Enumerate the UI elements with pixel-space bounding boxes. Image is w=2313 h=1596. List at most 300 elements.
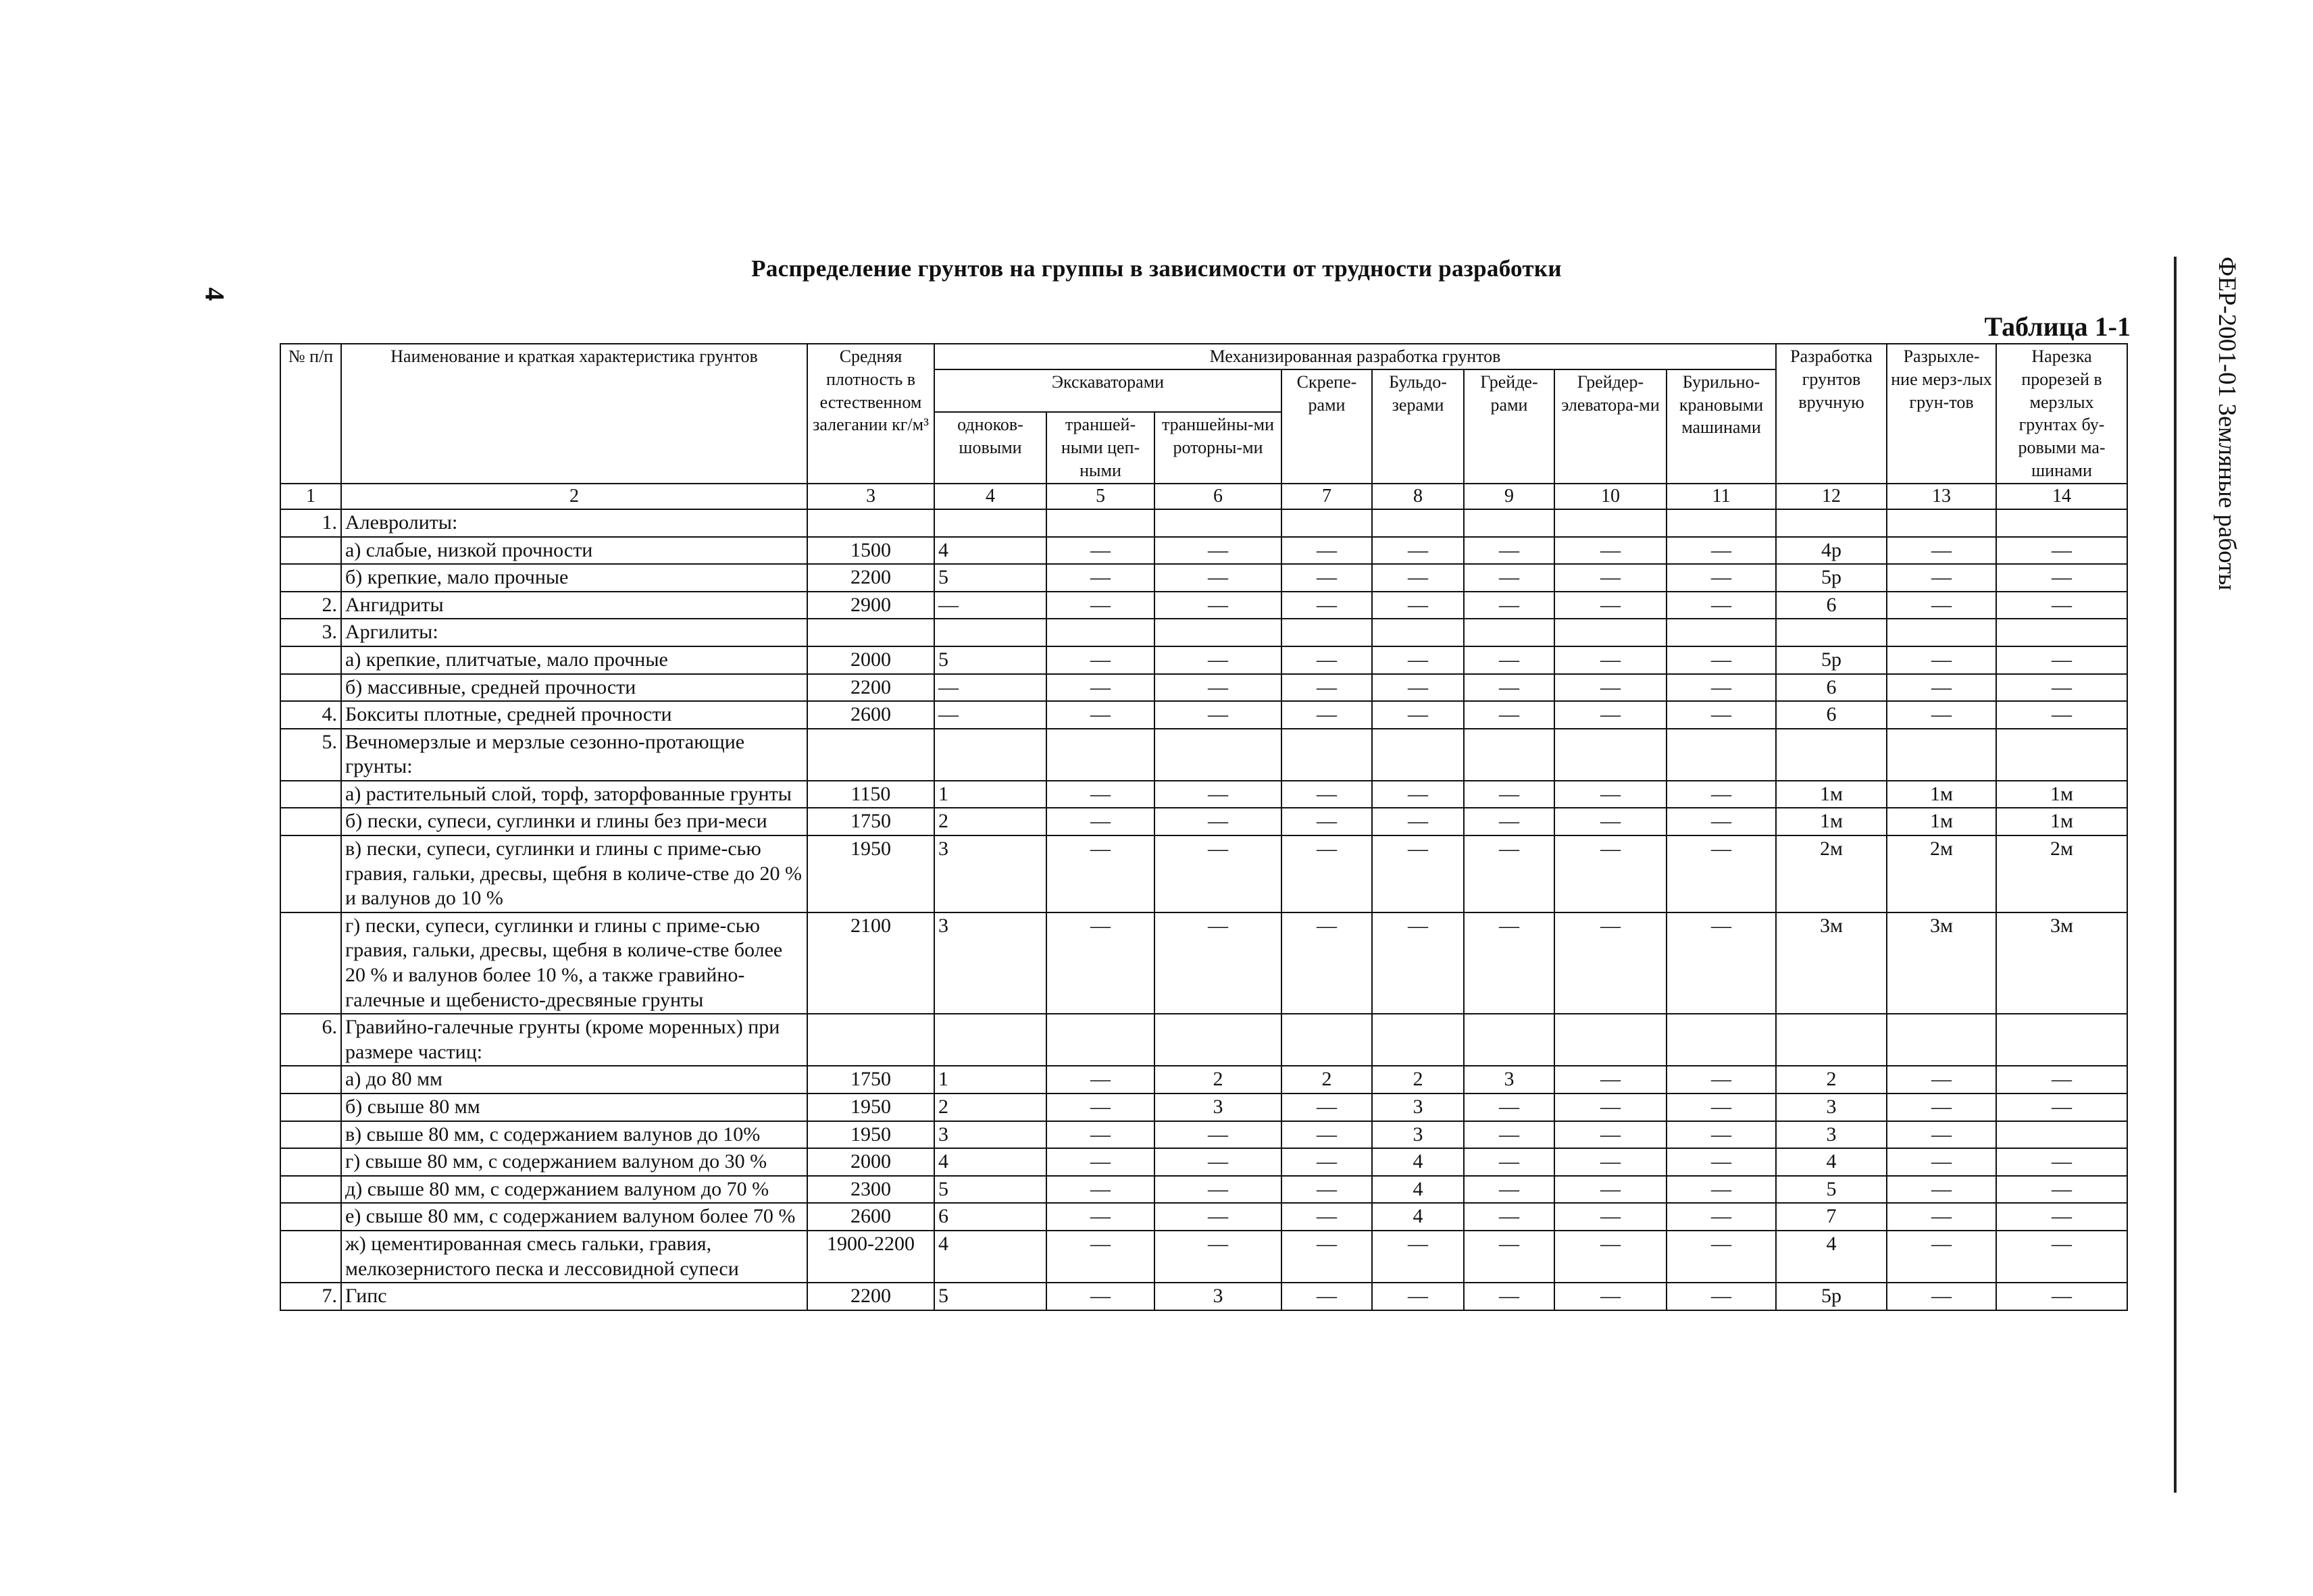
group-value: — <box>1464 1176 1554 1204</box>
group-value <box>1887 729 1996 781</box>
group-value <box>1667 1014 1776 1066</box>
group-value: — <box>1887 564 1996 592</box>
group-value: 3 <box>934 1121 1046 1149</box>
group-value: — <box>1046 808 1154 835</box>
header-excavators: Экскаваторами <box>934 369 1281 413</box>
header-single-bucket: одноков-шовыми <box>934 412 1046 483</box>
group-value: 3 <box>1154 1093 1281 1121</box>
soil-groups-table <box>280 343 2128 1311</box>
group-value: — <box>1046 1121 1154 1149</box>
group-value: — <box>1667 1203 1776 1231</box>
table-row <box>280 781 2127 808</box>
group-value: — <box>1887 537 1996 565</box>
group-value: — <box>1372 808 1464 835</box>
row-number: 2. <box>280 592 341 619</box>
group-value: — <box>1887 1066 1996 1093</box>
soil-name: Вечномерзлые и мерзлые сезонно-протающие грунты: <box>341 729 807 781</box>
group-value: — <box>1046 674 1154 702</box>
column-number: 1 <box>280 484 341 509</box>
row-number: 7. <box>280 1283 341 1310</box>
group-value: — <box>1372 781 1464 808</box>
group-value: — <box>1046 1093 1154 1121</box>
running-header: ФЕР-2001-01 Земляные работы <box>2213 257 2241 591</box>
density-value: 2600 <box>807 701 934 729</box>
table-body <box>280 509 2127 1310</box>
group-value: 3 <box>1464 1066 1554 1093</box>
group-value: — <box>1154 674 1281 702</box>
group-value: — <box>1554 564 1667 592</box>
group-value: — <box>1464 781 1554 808</box>
table-row <box>280 509 2127 537</box>
row-number <box>280 646 341 674</box>
group-value: 2 <box>1281 1066 1372 1093</box>
soil-name: в) пески, супеси, суглинки и глины с приме-сью гравия, гальки, дресвы, щебня в количе-стве до 20 % и валунов до 10 % <box>341 835 807 912</box>
group-value: — <box>1281 701 1372 729</box>
header-frozen-cutting: Нарезка прорезей в мерзлых грунтах бу-ровыми ма-шинами <box>1996 344 2127 484</box>
group-value: 1м <box>1887 781 1996 808</box>
table-row <box>280 1066 2127 1093</box>
header-graders: Грейде-рами <box>1464 369 1554 484</box>
group-value: — <box>1372 912 1464 1014</box>
group-value: — <box>1464 646 1554 674</box>
group-value: — <box>1464 592 1554 619</box>
group-value: — <box>1667 1066 1776 1093</box>
group-value: — <box>1554 646 1667 674</box>
soil-name: в) свыше 80 мм, с содержанием валунов до 10% <box>341 1121 807 1149</box>
group-value: — <box>1554 592 1667 619</box>
group-value: — <box>1372 835 1464 912</box>
group-value: — <box>1281 1176 1372 1204</box>
group-value <box>1372 619 1464 646</box>
table-row <box>280 1203 2127 1231</box>
table-row <box>280 1148 2127 1176</box>
group-value: 6 <box>1776 674 1887 702</box>
group-value: 4 <box>1776 1231 1887 1283</box>
row-number: 3. <box>280 619 341 646</box>
group-value: 3 <box>1372 1121 1464 1149</box>
group-value: — <box>1464 808 1554 835</box>
group-value: — <box>1554 835 1667 912</box>
group-value: 5 <box>934 564 1046 592</box>
column-number: 4 <box>934 484 1046 509</box>
group-value: — <box>1464 835 1554 912</box>
group-value: — <box>1996 701 2127 729</box>
group-value: — <box>1887 1231 1996 1283</box>
column-number: 12 <box>1776 484 1887 509</box>
group-value: — <box>1554 1093 1667 1121</box>
row-number: 6. <box>280 1014 341 1066</box>
group-value: — <box>934 592 1046 619</box>
group-value <box>1372 1014 1464 1066</box>
group-value: — <box>1464 701 1554 729</box>
group-value <box>1996 509 2127 537</box>
group-value: — <box>1996 1093 2127 1121</box>
group-value: — <box>1154 537 1281 565</box>
group-value: — <box>1667 1093 1776 1121</box>
table-row <box>280 1283 2127 1310</box>
group-value: 1м <box>1996 808 2127 835</box>
soil-name: Бокситы плотные, средней прочности <box>341 701 807 729</box>
density-value: 2200 <box>807 564 934 592</box>
group-value: — <box>1372 1231 1464 1283</box>
table-row <box>280 1176 2127 1204</box>
group-value: — <box>1667 1176 1776 1204</box>
group-value: 4 <box>1372 1176 1464 1204</box>
group-value: — <box>1046 537 1154 565</box>
table-row <box>280 1231 2127 1283</box>
table-row <box>280 1093 2127 1121</box>
group-value <box>1667 619 1776 646</box>
table-row <box>280 646 2127 674</box>
group-value: 1м <box>1776 781 1887 808</box>
group-value: — <box>1372 701 1464 729</box>
group-value: 2м <box>1996 835 2127 912</box>
row-number <box>280 1203 341 1231</box>
table-row <box>280 564 2127 592</box>
group-value: 7 <box>1776 1203 1887 1231</box>
group-value: — <box>1154 1148 1281 1176</box>
group-value: 5 <box>1776 1176 1887 1204</box>
group-value: 2 <box>934 1093 1046 1121</box>
row-number: 4. <box>280 701 341 729</box>
group-value <box>1464 509 1554 537</box>
group-value: 2 <box>934 808 1046 835</box>
soil-name: б) массивные, средней прочности <box>341 674 807 702</box>
group-value: — <box>1554 674 1667 702</box>
column-number: 13 <box>1887 484 1996 509</box>
group-value: — <box>1372 1283 1464 1310</box>
row-number <box>280 537 341 565</box>
group-value <box>1996 1121 2127 1149</box>
table-row <box>280 808 2127 835</box>
row-number <box>280 1148 341 1176</box>
group-value: — <box>1046 1231 1154 1283</box>
group-value: — <box>1554 1066 1667 1093</box>
group-value: — <box>934 674 1046 702</box>
table-row <box>280 912 2127 1014</box>
group-value: — <box>1281 808 1372 835</box>
group-value: — <box>1667 1231 1776 1283</box>
soil-name: б) крепкие, мало прочные <box>341 564 807 592</box>
row-number <box>280 1121 341 1149</box>
group-value: — <box>1667 701 1776 729</box>
group-value: — <box>1887 674 1996 702</box>
group-value: 1м <box>1996 781 2127 808</box>
density-value: 1950 <box>807 835 934 912</box>
group-value <box>1372 729 1464 781</box>
group-value: 3 <box>1776 1093 1887 1121</box>
row-number <box>280 835 341 912</box>
group-value <box>1667 509 1776 537</box>
group-value: 3м <box>1996 912 2127 1014</box>
group-value: 1м <box>1776 808 1887 835</box>
group-value: — <box>1667 912 1776 1014</box>
group-value: 4р <box>1776 537 1887 565</box>
row-number <box>280 1093 341 1121</box>
group-value <box>1464 729 1554 781</box>
group-value <box>934 729 1046 781</box>
row-number <box>280 1176 341 1204</box>
group-value: — <box>1996 564 2127 592</box>
group-value: — <box>1046 1283 1154 1310</box>
group-value: — <box>1554 808 1667 835</box>
group-value: — <box>1046 781 1154 808</box>
group-value: 4 <box>1776 1148 1887 1176</box>
group-value: — <box>1667 808 1776 835</box>
group-value: — <box>1996 1066 2127 1093</box>
group-value: 5р <box>1776 564 1887 592</box>
table-row <box>280 835 2127 912</box>
group-value: — <box>1281 781 1372 808</box>
group-value <box>1154 509 1281 537</box>
density-value <box>807 1014 934 1066</box>
group-value <box>1372 509 1464 537</box>
group-value <box>1996 619 2127 646</box>
density-value: 1750 <box>807 1066 934 1093</box>
table-row <box>280 701 2127 729</box>
header-density: Средняя плотность в естественном залегании кг/м³ <box>807 344 934 484</box>
group-value: — <box>1464 912 1554 1014</box>
group-value: — <box>1046 1148 1154 1176</box>
group-value: — <box>1281 1203 1372 1231</box>
group-value: 5р <box>1776 1283 1887 1310</box>
group-value: 4 <box>1372 1148 1464 1176</box>
table-row <box>280 674 2127 702</box>
group-value <box>1046 1014 1154 1066</box>
header-mechanized: Механизированная разработка грунтов <box>934 344 1776 369</box>
group-value: — <box>1154 835 1281 912</box>
group-value: 6 <box>934 1203 1046 1231</box>
row-number <box>280 781 341 808</box>
group-value: — <box>1372 537 1464 565</box>
group-value <box>1554 729 1667 781</box>
table-row <box>280 592 2127 619</box>
group-value: — <box>1046 912 1154 1014</box>
group-value: — <box>1281 537 1372 565</box>
group-value: — <box>1887 646 1996 674</box>
group-value <box>1554 509 1667 537</box>
group-value: — <box>1154 1231 1281 1283</box>
group-value: 2 <box>1776 1066 1887 1093</box>
density-value: 2000 <box>807 1148 934 1176</box>
group-value: — <box>1464 564 1554 592</box>
group-value <box>1887 619 1996 646</box>
group-value: — <box>1281 1093 1372 1121</box>
group-value: 6 <box>1776 701 1887 729</box>
group-value: — <box>1464 674 1554 702</box>
density-value: 2200 <box>807 1283 934 1310</box>
column-number: 3 <box>807 484 934 509</box>
header-bulldozers: Бульдо-зерами <box>1372 369 1464 484</box>
group-value: — <box>1464 1203 1554 1231</box>
header-row-1 <box>280 344 2127 369</box>
group-value: — <box>1554 1231 1667 1283</box>
header-scrapers: Скрепе-рами <box>1281 369 1372 484</box>
header-grader-elevators: Грейдер-элеватора-ми <box>1554 369 1667 484</box>
group-value: — <box>1154 1176 1281 1204</box>
group-value: — <box>1996 592 2127 619</box>
column-number: 11 <box>1667 484 1776 509</box>
group-value: — <box>934 701 1046 729</box>
group-value: — <box>1887 1121 1996 1149</box>
soil-name: г) свыше 80 мм, с содержанием валуном до 30 % <box>341 1148 807 1176</box>
group-value: 2 <box>1372 1066 1464 1093</box>
group-value <box>1281 1014 1372 1066</box>
group-value: — <box>1667 1283 1776 1310</box>
soil-name: г) пески, супеси, суглинки и глины с приме-сью гравия, гальки, дресвы, щебня в количе-стве более 20 % и валунов более 10 %, а также гравийно-галечные и щебенисто-дресвяные грунты <box>341 912 807 1014</box>
table-row <box>280 537 2127 565</box>
header-trench-rotor: траншейны-ми роторны-ми <box>1154 412 1281 483</box>
soil-name: ж) цементированная смесь гальки, гравия, мелкозернистого песка и лессовидной супеси <box>341 1231 807 1283</box>
density-value: 1750 <box>807 808 934 835</box>
density-value: 2300 <box>807 1176 934 1204</box>
group-value: — <box>1372 592 1464 619</box>
group-value: — <box>1154 781 1281 808</box>
group-value: — <box>1046 1176 1154 1204</box>
page-number: 4 <box>199 287 230 301</box>
density-value: 1900-2200 <box>807 1231 934 1283</box>
density-value: 1150 <box>807 781 934 808</box>
group-value <box>1776 509 1887 537</box>
soil-name: б) свыше 80 мм <box>341 1093 807 1121</box>
group-value: — <box>1996 1176 2127 1204</box>
group-value: — <box>1154 1203 1281 1231</box>
group-value: — <box>1667 564 1776 592</box>
group-value: — <box>1046 701 1154 729</box>
group-value: — <box>1154 592 1281 619</box>
group-value: — <box>1887 592 1996 619</box>
group-value <box>1281 729 1372 781</box>
group-value: — <box>1281 1231 1372 1283</box>
row-number <box>280 1231 341 1283</box>
group-value: — <box>1046 564 1154 592</box>
group-value <box>1046 729 1154 781</box>
density-value: 2100 <box>807 912 934 1014</box>
header-manual: Разработка грунтов вручную <box>1776 344 1887 484</box>
density-value <box>807 509 934 537</box>
group-value: — <box>1554 537 1667 565</box>
group-value: 5р <box>1776 646 1887 674</box>
group-value: — <box>1554 1283 1667 1310</box>
column-number: 2 <box>341 484 807 509</box>
soil-name: Алевролиты: <box>341 509 807 537</box>
group-value: 5 <box>934 1176 1046 1204</box>
density-value: 2000 <box>807 646 934 674</box>
soil-name: д) свыше 80 мм, с содержанием валуном до 70 % <box>341 1176 807 1204</box>
group-value <box>1046 509 1154 537</box>
header-frozen-loosening: Разрыхле-ние мерз-лых грун-тов <box>1887 344 1996 484</box>
group-value: 2м <box>1776 835 1887 912</box>
table-label: Таблица 1-1 <box>1984 311 2131 342</box>
header-drill-crane: Бурильно-крановыми машинами <box>1667 369 1776 484</box>
group-value <box>1554 619 1667 646</box>
group-value <box>1281 619 1372 646</box>
group-value: — <box>1554 1121 1667 1149</box>
column-number: 6 <box>1154 484 1281 509</box>
group-value: — <box>1887 1093 1996 1121</box>
density-value <box>807 619 934 646</box>
header-no: № п/п <box>280 344 341 484</box>
group-value: — <box>1372 646 1464 674</box>
column-number: 5 <box>1046 484 1154 509</box>
group-value: — <box>1281 835 1372 912</box>
group-value <box>1776 1014 1887 1066</box>
group-value <box>934 509 1046 537</box>
density-value: 2200 <box>807 674 934 702</box>
column-number: 8 <box>1372 484 1464 509</box>
group-value: — <box>1281 564 1372 592</box>
group-value: — <box>1281 1121 1372 1149</box>
group-value: — <box>1464 1093 1554 1121</box>
group-value: — <box>1154 646 1281 674</box>
table-row <box>280 729 2127 781</box>
group-value: — <box>1887 1176 1996 1204</box>
group-value <box>1996 1014 2127 1066</box>
column-number-row <box>280 484 2127 509</box>
group-value: — <box>1372 564 1464 592</box>
group-value: 5 <box>934 1283 1046 1310</box>
group-value: — <box>1667 835 1776 912</box>
group-value: 3 <box>1372 1093 1464 1121</box>
group-value: — <box>1154 808 1281 835</box>
group-value: 3м <box>1776 912 1887 1014</box>
group-value: — <box>1554 1203 1667 1231</box>
soil-name: б) пески, супеси, суглинки и глины без при-меси <box>341 808 807 835</box>
column-number: 9 <box>1464 484 1554 509</box>
table-row <box>280 1014 2127 1066</box>
group-value: — <box>1046 835 1154 912</box>
density-value: 2900 <box>807 592 934 619</box>
row-number <box>280 564 341 592</box>
group-value: 3 <box>934 835 1046 912</box>
group-value <box>1776 619 1887 646</box>
group-value: — <box>1464 1121 1554 1149</box>
group-value: 5 <box>934 646 1046 674</box>
soil-name: а) крепкие, плитчатые, мало прочные <box>341 646 807 674</box>
table-row <box>280 619 2127 646</box>
column-number: 7 <box>1281 484 1372 509</box>
group-value: — <box>1281 674 1372 702</box>
group-value: — <box>1464 537 1554 565</box>
group-value <box>1464 619 1554 646</box>
group-value: 3 <box>934 912 1046 1014</box>
group-value: — <box>1667 1121 1776 1149</box>
soil-name: а) до 80 мм <box>341 1066 807 1093</box>
group-value <box>1776 729 1887 781</box>
group-value: — <box>1667 537 1776 565</box>
group-value: 4 <box>934 537 1046 565</box>
group-value: — <box>1667 646 1776 674</box>
soil-name: а) слабые, низкой прочности <box>341 537 807 565</box>
group-value: — <box>1996 674 2127 702</box>
group-value: — <box>1996 537 2127 565</box>
group-value <box>1154 1014 1281 1066</box>
group-value: — <box>1154 701 1281 729</box>
group-value: 4 <box>1372 1203 1464 1231</box>
density-value: 1950 <box>807 1121 934 1149</box>
group-value: 3м <box>1887 912 1996 1014</box>
header-name: Наименование и краткая характеристика грунтов <box>341 344 807 484</box>
group-value: — <box>1996 646 2127 674</box>
group-value <box>1554 1014 1667 1066</box>
group-value: — <box>1554 701 1667 729</box>
group-value: — <box>1667 781 1776 808</box>
group-value: — <box>1996 1231 2127 1283</box>
group-value: 1 <box>934 781 1046 808</box>
group-value: — <box>1667 674 1776 702</box>
group-value: — <box>1996 1203 2127 1231</box>
group-value <box>1887 1014 1996 1066</box>
